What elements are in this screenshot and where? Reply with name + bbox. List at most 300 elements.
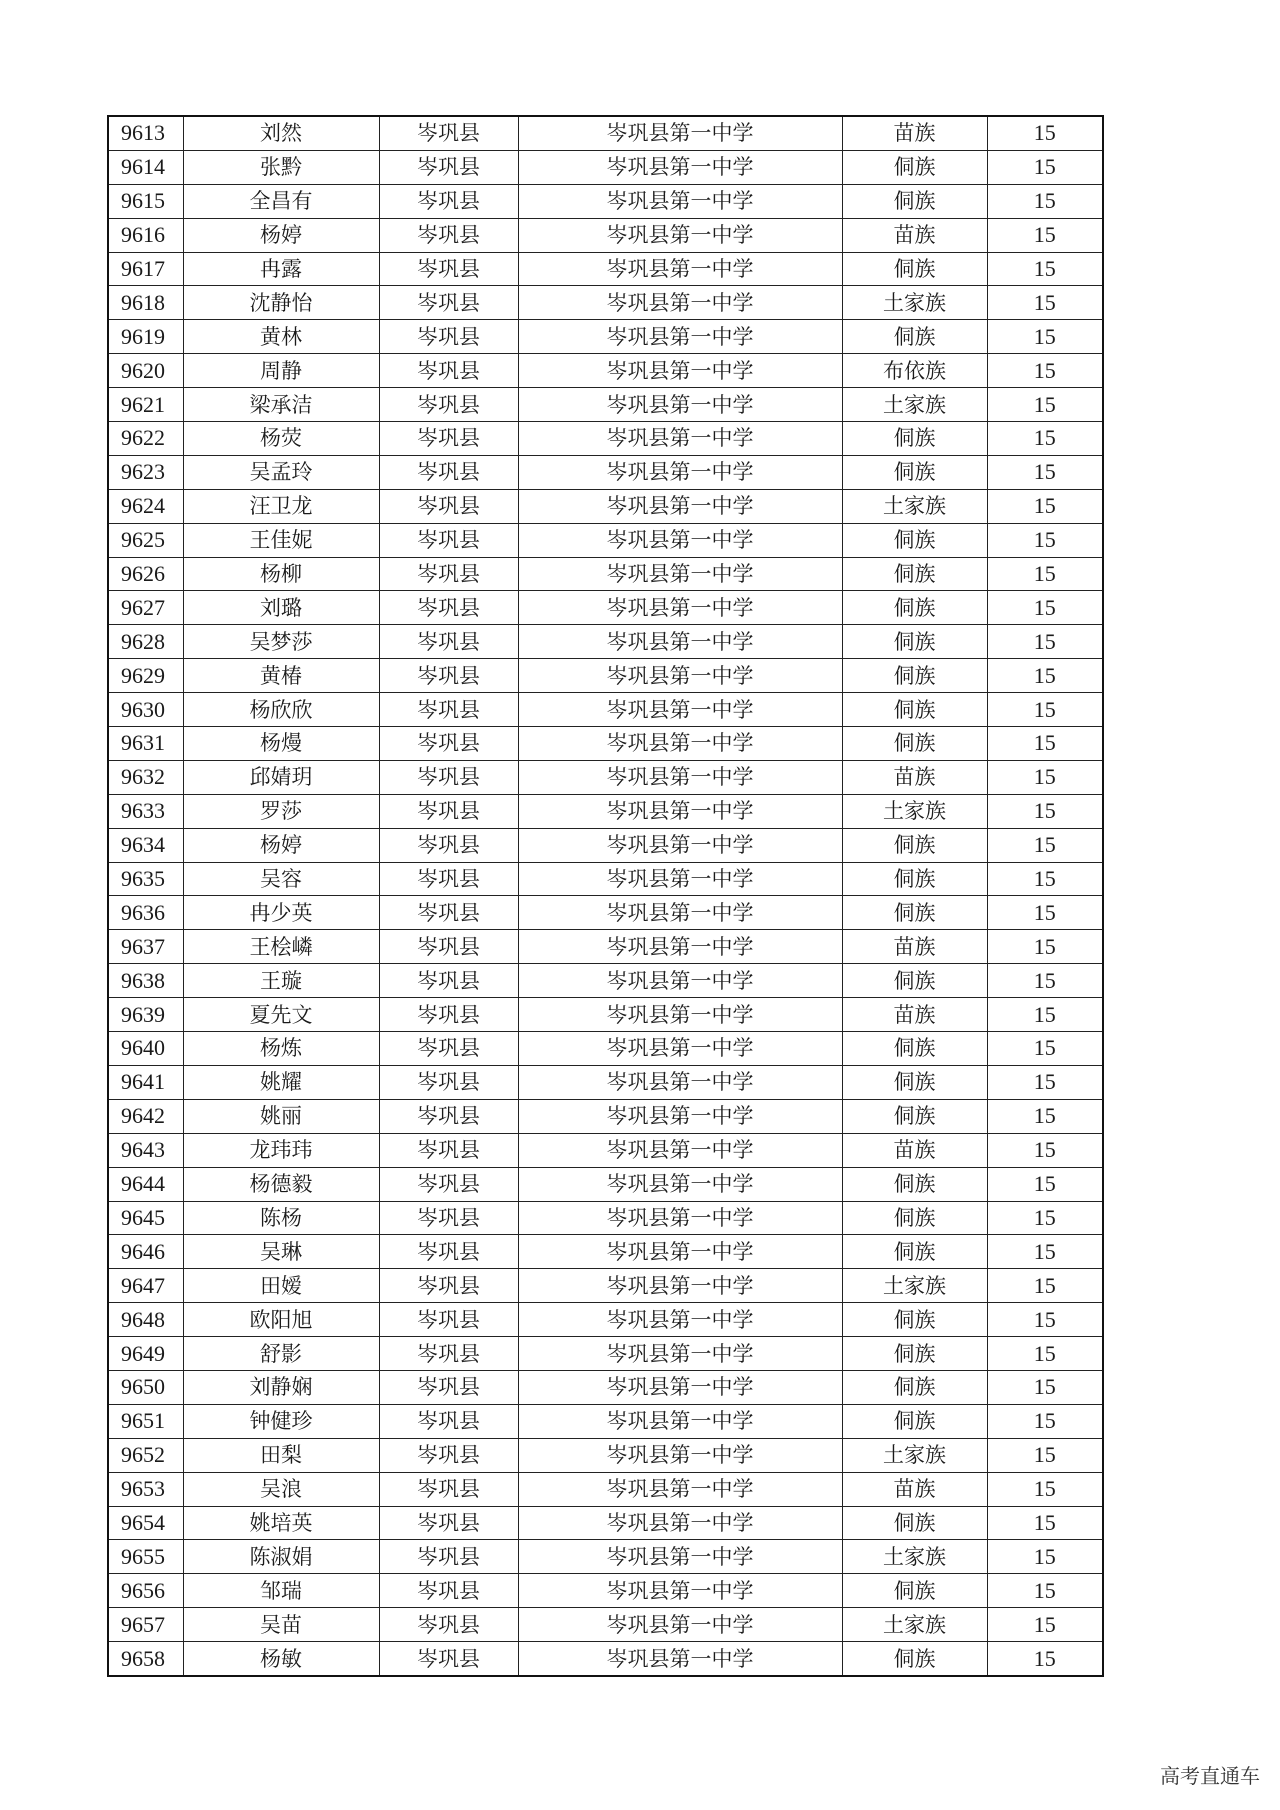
table-row — [108, 930, 1103, 964]
cell-id: 9615 — [108, 184, 183, 218]
cell-county: 岑巩县 — [379, 422, 518, 456]
cell-name: 吴琳 — [183, 1235, 379, 1269]
cell-id: 9633 — [108, 794, 183, 828]
cell-school: 岑巩县第一中学 — [518, 557, 842, 591]
cell-name: 田嫒 — [183, 1269, 379, 1303]
cell-score: 15 — [987, 998, 1103, 1032]
cell-name: 姚耀 — [183, 1065, 379, 1099]
cell-county: 岑巩县 — [379, 964, 518, 998]
table-row — [108, 422, 1103, 456]
cell-name: 王佳妮 — [183, 523, 379, 557]
cell-school: 岑巩县第一中学 — [518, 1438, 842, 1472]
table-row — [108, 1201, 1103, 1235]
table-row — [108, 455, 1103, 489]
cell-ethnicity: 侗族 — [842, 625, 987, 659]
cell-county: 岑巩县 — [379, 1235, 518, 1269]
cell-name: 黄林 — [183, 320, 379, 354]
cell-id: 9640 — [108, 1032, 183, 1066]
cell-ethnicity: 侗族 — [842, 1642, 987, 1676]
cell-county: 岑巩县 — [379, 1574, 518, 1608]
cell-id: 9637 — [108, 930, 183, 964]
cell-county: 岑巩县 — [379, 930, 518, 964]
cell-name: 田梨 — [183, 1438, 379, 1472]
cell-ethnicity: 土家族 — [842, 388, 987, 422]
cell-school: 岑巩县第一中学 — [518, 625, 842, 659]
cell-ethnicity: 侗族 — [842, 252, 987, 286]
cell-county: 岑巩县 — [379, 252, 518, 286]
cell-name: 杨婷 — [183, 218, 379, 252]
cell-score: 15 — [987, 218, 1103, 252]
cell-score: 15 — [987, 455, 1103, 489]
cell-school: 岑巩县第一中学 — [518, 320, 842, 354]
table-row — [108, 150, 1103, 184]
cell-id: 9651 — [108, 1404, 183, 1438]
cell-id: 9627 — [108, 591, 183, 625]
cell-score: 15 — [987, 422, 1103, 456]
table-row — [108, 523, 1103, 557]
cell-school: 岑巩县第一中学 — [518, 1370, 842, 1404]
cell-id: 9613 — [108, 116, 183, 150]
cell-ethnicity: 侗族 — [842, 1404, 987, 1438]
cell-id: 9656 — [108, 1574, 183, 1608]
cell-county: 岑巩县 — [379, 896, 518, 930]
table-row — [108, 964, 1103, 998]
cell-score: 15 — [987, 625, 1103, 659]
cell-id: 9625 — [108, 523, 183, 557]
table-row — [108, 1235, 1103, 1269]
cell-name: 夏先文 — [183, 998, 379, 1032]
cell-county: 岑巩县 — [379, 388, 518, 422]
cell-score: 15 — [987, 591, 1103, 625]
cell-school: 岑巩县第一中学 — [518, 828, 842, 862]
table-row — [108, 1404, 1103, 1438]
cell-county: 岑巩县 — [379, 591, 518, 625]
cell-school: 岑巩县第一中学 — [518, 591, 842, 625]
cell-id: 9645 — [108, 1201, 183, 1235]
cell-name: 沈静怡 — [183, 286, 379, 320]
cell-ethnicity: 侗族 — [842, 862, 987, 896]
cell-score: 15 — [987, 523, 1103, 557]
cell-id: 9639 — [108, 998, 183, 1032]
cell-county: 岑巩县 — [379, 862, 518, 896]
cell-id: 9648 — [108, 1303, 183, 1337]
table-row — [108, 1574, 1103, 1608]
cell-school: 岑巩县第一中学 — [518, 1506, 842, 1540]
cell-school: 岑巩县第一中学 — [518, 523, 842, 557]
cell-school: 岑巩县第一中学 — [518, 1472, 842, 1506]
cell-score: 15 — [987, 1574, 1103, 1608]
cell-county: 岑巩县 — [379, 1438, 518, 1472]
cell-ethnicity: 侗族 — [842, 1099, 987, 1133]
cell-county: 岑巩县 — [379, 489, 518, 523]
cell-county: 岑巩县 — [379, 1370, 518, 1404]
cell-name: 汪卫龙 — [183, 489, 379, 523]
cell-school: 岑巩县第一中学 — [518, 150, 842, 184]
table-row — [108, 1065, 1103, 1099]
cell-name: 邹瑞 — [183, 1574, 379, 1608]
cell-id: 9631 — [108, 727, 183, 761]
cell-county: 岑巩县 — [379, 523, 518, 557]
cell-name: 钟健珍 — [183, 1404, 379, 1438]
cell-ethnicity: 土家族 — [842, 1540, 987, 1574]
cell-school: 岑巩县第一中学 — [518, 1574, 842, 1608]
cell-name: 吴浪 — [183, 1472, 379, 1506]
cell-name: 梁承洁 — [183, 388, 379, 422]
cell-school: 岑巩县第一中学 — [518, 1337, 842, 1371]
cell-name: 吴梦莎 — [183, 625, 379, 659]
cell-school: 岑巩县第一中学 — [518, 727, 842, 761]
cell-name: 刘静娴 — [183, 1370, 379, 1404]
cell-id: 9619 — [108, 320, 183, 354]
cell-ethnicity: 侗族 — [842, 693, 987, 727]
cell-county: 岑巩县 — [379, 455, 518, 489]
cell-county: 岑巩县 — [379, 150, 518, 184]
cell-school: 岑巩县第一中学 — [518, 760, 842, 794]
table-row — [108, 116, 1103, 150]
cell-id: 9628 — [108, 625, 183, 659]
cell-name: 杨德毅 — [183, 1167, 379, 1201]
table-row — [108, 1303, 1103, 1337]
cell-id: 9620 — [108, 354, 183, 388]
cell-school: 岑巩县第一中学 — [518, 794, 842, 828]
cell-name: 全昌有 — [183, 184, 379, 218]
cell-id: 9641 — [108, 1065, 183, 1099]
cell-school: 岑巩县第一中学 — [518, 659, 842, 693]
cell-ethnicity: 侗族 — [842, 1574, 987, 1608]
cell-name: 冉少英 — [183, 896, 379, 930]
cell-school: 岑巩县第一中学 — [518, 930, 842, 964]
cell-ethnicity: 土家族 — [842, 1608, 987, 1642]
cell-score: 15 — [987, 1337, 1103, 1371]
table-row — [108, 760, 1103, 794]
cell-name: 周静 — [183, 354, 379, 388]
cell-id: 9655 — [108, 1540, 183, 1574]
cell-id: 9626 — [108, 557, 183, 591]
table-row — [108, 320, 1103, 354]
table-row — [108, 896, 1103, 930]
cell-school: 岑巩县第一中学 — [518, 184, 842, 218]
table-row — [108, 1540, 1103, 1574]
cell-name: 黄椿 — [183, 659, 379, 693]
cell-id: 9647 — [108, 1269, 183, 1303]
cell-score: 15 — [987, 1167, 1103, 1201]
table-row — [108, 794, 1103, 828]
cell-score: 15 — [987, 1506, 1103, 1540]
cell-county: 岑巩县 — [379, 727, 518, 761]
cell-ethnicity: 侗族 — [842, 557, 987, 591]
cell-county: 岑巩县 — [379, 1337, 518, 1371]
cell-id: 9636 — [108, 896, 183, 930]
cell-county: 岑巩县 — [379, 218, 518, 252]
cell-score: 15 — [987, 1201, 1103, 1235]
cell-ethnicity: 土家族 — [842, 794, 987, 828]
cell-ethnicity: 侗族 — [842, 1032, 987, 1066]
cell-ethnicity: 侗族 — [842, 964, 987, 998]
cell-name: 杨敏 — [183, 1642, 379, 1676]
table-row — [108, 727, 1103, 761]
cell-ethnicity: 苗族 — [842, 116, 987, 150]
cell-ethnicity: 土家族 — [842, 1269, 987, 1303]
table-row — [108, 1032, 1103, 1066]
cell-name: 吴孟玲 — [183, 455, 379, 489]
cell-ethnicity: 苗族 — [842, 760, 987, 794]
cell-score: 15 — [987, 1404, 1103, 1438]
cell-name: 杨柳 — [183, 557, 379, 591]
table-row — [108, 998, 1103, 1032]
cell-name: 吴苗 — [183, 1608, 379, 1642]
cell-county: 岑巩县 — [379, 557, 518, 591]
roster-table-body — [108, 116, 1103, 1676]
cell-score: 15 — [987, 896, 1103, 930]
cell-school: 岑巩县第一中学 — [518, 1608, 842, 1642]
cell-score: 15 — [987, 760, 1103, 794]
cell-id: 9654 — [108, 1506, 183, 1540]
cell-school: 岑巩县第一中学 — [518, 1032, 842, 1066]
cell-ethnicity: 侗族 — [842, 727, 987, 761]
cell-id: 9652 — [108, 1438, 183, 1472]
table-row — [108, 388, 1103, 422]
cell-score: 15 — [987, 184, 1103, 218]
cell-score: 15 — [987, 727, 1103, 761]
cell-name: 陈杨 — [183, 1201, 379, 1235]
cell-name: 舒影 — [183, 1337, 379, 1371]
table-row — [108, 1438, 1103, 1472]
cell-school: 岑巩县第一中学 — [518, 1133, 842, 1167]
cell-name: 杨欣欣 — [183, 693, 379, 727]
cell-id: 9623 — [108, 455, 183, 489]
cell-id: 9616 — [108, 218, 183, 252]
cell-county: 岑巩县 — [379, 760, 518, 794]
cell-ethnicity: 侗族 — [842, 1201, 987, 1235]
cell-name: 刘然 — [183, 116, 379, 150]
cell-score: 15 — [987, 1032, 1103, 1066]
cell-school: 岑巩县第一中学 — [518, 862, 842, 896]
table-row — [108, 252, 1103, 286]
cell-school: 岑巩县第一中学 — [518, 1167, 842, 1201]
cell-school: 岑巩县第一中学 — [518, 286, 842, 320]
cell-id: 9618 — [108, 286, 183, 320]
table-row — [108, 625, 1103, 659]
cell-score: 15 — [987, 252, 1103, 286]
cell-id: 9638 — [108, 964, 183, 998]
cell-ethnicity: 侗族 — [842, 320, 987, 354]
cell-score: 15 — [987, 828, 1103, 862]
cell-score: 15 — [987, 1235, 1103, 1269]
cell-score: 15 — [987, 1608, 1103, 1642]
table-row — [108, 557, 1103, 591]
cell-county: 岑巩县 — [379, 659, 518, 693]
cell-ethnicity: 侗族 — [842, 1370, 987, 1404]
cell-score: 15 — [987, 1642, 1103, 1676]
cell-county: 岑巩县 — [379, 1303, 518, 1337]
cell-id: 9622 — [108, 422, 183, 456]
table-row — [108, 591, 1103, 625]
table-row — [108, 1608, 1103, 1642]
cell-score: 15 — [987, 286, 1103, 320]
cell-county: 岑巩县 — [379, 184, 518, 218]
cell-id: 9657 — [108, 1608, 183, 1642]
cell-school: 岑巩县第一中学 — [518, 1404, 842, 1438]
cell-id: 9624 — [108, 489, 183, 523]
cell-county: 岑巩县 — [379, 1404, 518, 1438]
cell-name: 姚丽 — [183, 1099, 379, 1133]
cell-county: 岑巩县 — [379, 625, 518, 659]
cell-name: 龙玮玮 — [183, 1133, 379, 1167]
cell-name: 吴容 — [183, 862, 379, 896]
cell-id: 9650 — [108, 1370, 183, 1404]
cell-score: 15 — [987, 1269, 1103, 1303]
cell-id: 9630 — [108, 693, 183, 727]
cell-ethnicity: 苗族 — [842, 1472, 987, 1506]
cell-school: 岑巩县第一中学 — [518, 455, 842, 489]
site-watermark: 高考直通车 — [1160, 1764, 1260, 1788]
cell-score: 15 — [987, 1133, 1103, 1167]
cell-ethnicity: 土家族 — [842, 489, 987, 523]
cell-name: 张黔 — [183, 150, 379, 184]
cell-id: 9617 — [108, 252, 183, 286]
cell-id: 9646 — [108, 1235, 183, 1269]
table-row — [108, 862, 1103, 896]
cell-ethnicity: 侗族 — [842, 659, 987, 693]
table-row — [108, 184, 1103, 218]
cell-id: 9644 — [108, 1167, 183, 1201]
table-row — [108, 286, 1103, 320]
cell-id: 9614 — [108, 150, 183, 184]
cell-score: 15 — [987, 150, 1103, 184]
cell-name: 杨荧 — [183, 422, 379, 456]
cell-ethnicity: 苗族 — [842, 218, 987, 252]
cell-id: 9658 — [108, 1642, 183, 1676]
table-row — [108, 693, 1103, 727]
cell-id: 9629 — [108, 659, 183, 693]
cell-score: 15 — [987, 116, 1103, 150]
table-row — [108, 659, 1103, 693]
cell-ethnicity: 侗族 — [842, 1167, 987, 1201]
table-row — [108, 489, 1103, 523]
cell-ethnicity: 侗族 — [842, 150, 987, 184]
table-row — [108, 1099, 1103, 1133]
table-row — [108, 1167, 1103, 1201]
cell-ethnicity: 侗族 — [842, 1303, 987, 1337]
cell-score: 15 — [987, 557, 1103, 591]
cell-name: 王桧嶙 — [183, 930, 379, 964]
cell-score: 15 — [987, 1065, 1103, 1099]
cell-school: 岑巩县第一中学 — [518, 1303, 842, 1337]
cell-school: 岑巩县第一中学 — [518, 1065, 842, 1099]
cell-county: 岑巩县 — [379, 794, 518, 828]
table-row — [108, 354, 1103, 388]
cell-score: 15 — [987, 1303, 1103, 1337]
cell-ethnicity: 侗族 — [842, 1337, 987, 1371]
cell-name: 刘璐 — [183, 591, 379, 625]
table-row — [108, 1506, 1103, 1540]
cell-name: 杨熳 — [183, 727, 379, 761]
cell-name: 陈淑娟 — [183, 1540, 379, 1574]
table-row — [108, 1337, 1103, 1371]
cell-id: 9621 — [108, 388, 183, 422]
cell-ethnicity: 侗族 — [842, 1065, 987, 1099]
cell-score: 15 — [987, 794, 1103, 828]
cell-name: 邱婧玥 — [183, 760, 379, 794]
cell-score: 15 — [987, 862, 1103, 896]
cell-county: 岑巩县 — [379, 1269, 518, 1303]
cell-county: 岑巩县 — [379, 1201, 518, 1235]
table-row — [108, 1642, 1103, 1676]
cell-name: 姚培英 — [183, 1506, 379, 1540]
cell-id: 9653 — [108, 1472, 183, 1506]
cell-county: 岑巩县 — [379, 828, 518, 862]
cell-county: 岑巩县 — [379, 1065, 518, 1099]
cell-name: 杨炼 — [183, 1032, 379, 1066]
cell-school: 岑巩县第一中学 — [518, 1201, 842, 1235]
table-row — [108, 1472, 1103, 1506]
cell-score: 15 — [987, 964, 1103, 998]
cell-ethnicity: 侗族 — [842, 828, 987, 862]
cell-ethnicity: 侗族 — [842, 1235, 987, 1269]
cell-county: 岑巩县 — [379, 693, 518, 727]
cell-ethnicity: 侗族 — [842, 455, 987, 489]
cell-school: 岑巩县第一中学 — [518, 252, 842, 286]
cell-ethnicity: 侗族 — [842, 523, 987, 557]
cell-score: 15 — [987, 693, 1103, 727]
cell-ethnicity: 侗族 — [842, 422, 987, 456]
table-row — [108, 828, 1103, 862]
cell-county: 岑巩县 — [379, 1133, 518, 1167]
cell-score: 15 — [987, 1438, 1103, 1472]
cell-county: 岑巩县 — [379, 116, 518, 150]
cell-ethnicity: 土家族 — [842, 286, 987, 320]
cell-score: 15 — [987, 930, 1103, 964]
cell-county: 岑巩县 — [379, 1540, 518, 1574]
cell-score: 15 — [987, 489, 1103, 523]
cell-county: 岑巩县 — [379, 1506, 518, 1540]
cell-ethnicity: 苗族 — [842, 930, 987, 964]
cell-school: 岑巩县第一中学 — [518, 693, 842, 727]
cell-id: 9642 — [108, 1099, 183, 1133]
table-row — [108, 218, 1103, 252]
cell-county: 岑巩县 — [379, 286, 518, 320]
cell-county: 岑巩县 — [379, 998, 518, 1032]
cell-ethnicity: 布依族 — [842, 354, 987, 388]
cell-score: 15 — [987, 388, 1103, 422]
cell-name: 杨婷 — [183, 828, 379, 862]
cell-id: 9649 — [108, 1337, 183, 1371]
cell-school: 岑巩县第一中学 — [518, 998, 842, 1032]
table-row — [108, 1133, 1103, 1167]
cell-ethnicity: 侗族 — [842, 896, 987, 930]
cell-school: 岑巩县第一中学 — [518, 218, 842, 252]
cell-score: 15 — [987, 1370, 1103, 1404]
cell-id: 9632 — [108, 760, 183, 794]
cell-county: 岑巩县 — [379, 1099, 518, 1133]
cell-ethnicity: 苗族 — [842, 1133, 987, 1167]
cell-ethnicity: 侗族 — [842, 591, 987, 625]
cell-school: 岑巩县第一中学 — [518, 1269, 842, 1303]
cell-school: 岑巩县第一中学 — [518, 1235, 842, 1269]
cell-school: 岑巩县第一中学 — [518, 116, 842, 150]
cell-school: 岑巩县第一中学 — [518, 1099, 842, 1133]
cell-county: 岑巩县 — [379, 1032, 518, 1066]
cell-school: 岑巩县第一中学 — [518, 1642, 842, 1676]
cell-county: 岑巩县 — [379, 1472, 518, 1506]
cell-ethnicity: 土家族 — [842, 1438, 987, 1472]
cell-county: 岑巩县 — [379, 320, 518, 354]
cell-score: 15 — [987, 354, 1103, 388]
table-row — [108, 1370, 1103, 1404]
cell-id: 9643 — [108, 1133, 183, 1167]
cell-county: 岑巩县 — [379, 1642, 518, 1676]
cell-school: 岑巩县第一中学 — [518, 489, 842, 523]
